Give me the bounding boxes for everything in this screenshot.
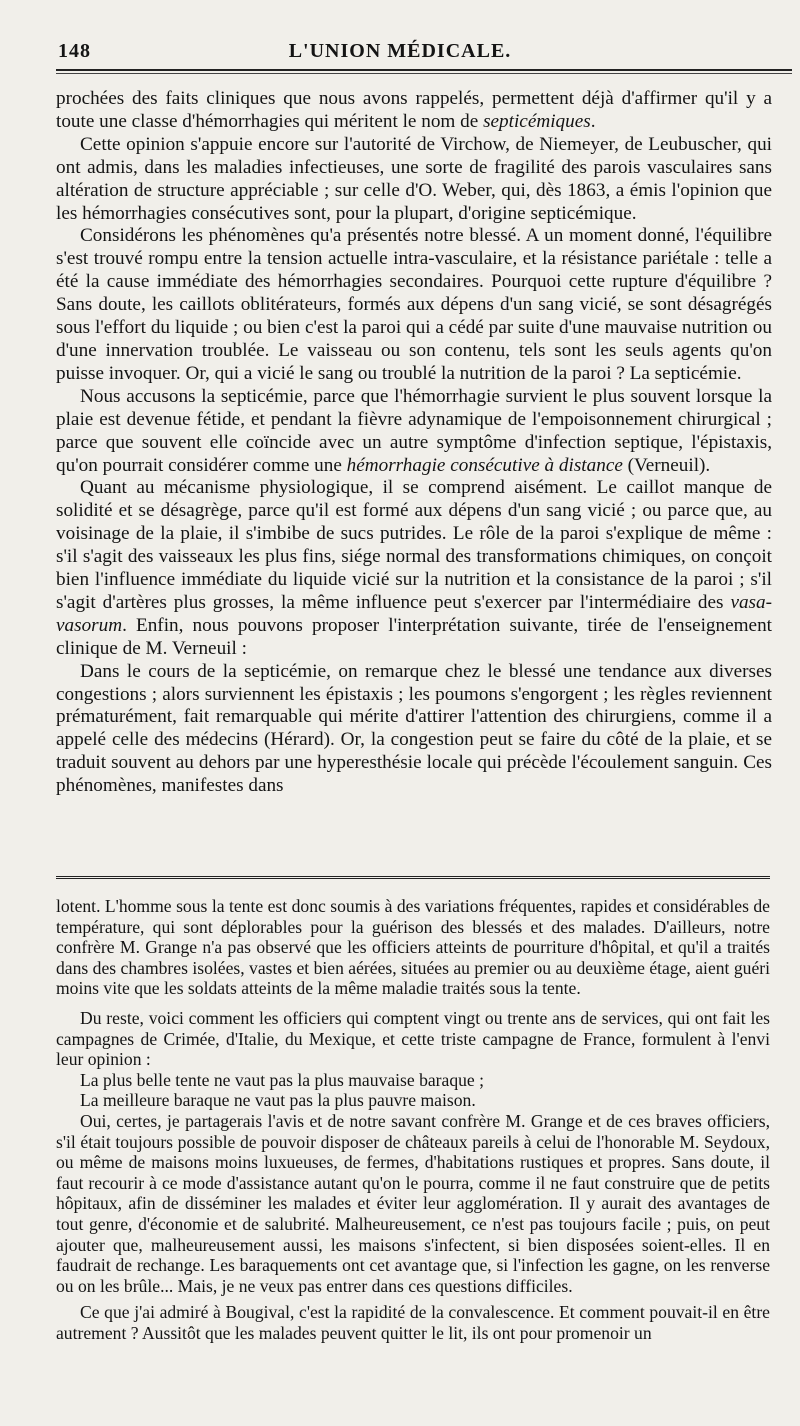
paragraph: Considérons les phénomènes qu'a présentés notre blessé. A un moment donné, l'équilibre s'est trouvé rompu entre la tension actuelle intra-vasculaire, et la résistance pariétale : telle a été la cause immédiate des hémorrhagies secondaires. Pourquoi cette rupture d'équilibre ? Sans doute, les caillots oblitérateurs, formés aux dépens d'un sang vicié, se sont désagrégés sous l'effort du liquide ; ou bien c'est la paroi qui a cédé par suite d'une mauvaise nutrition ou d'une innervation troublée. Le vaisseau ou son contenu, tels sont les seuls agents qu'on puisse invoquer. Or, qui a vicié le sang ou troublé la nutrition de la paroi ? La septicémie. — [56, 225, 772, 384]
paragraph: Cette opinion s'appuie encore sur l'autorité de Virchow, de Niemeyer, de Leubuscher, qui ont admis, dans les maladies infectieuses, une sorte de fragilité des parois vasculaires sans altération de structure appréciable ; sur celle d'O. Weber, qui, dès 1863, a émis l'opinion que les hémorrhagies consécutives sont, pour la plupart, d'origine septicémique. — [56, 133, 772, 224]
emphasis: vasa-vasorum — [56, 591, 772, 636]
emphasis: hémorrhagie consécutive à distance — [346, 454, 623, 476]
paragraph: Dans le cours de la septicémie, on remarque chez le blessé une tendance aux diverses congestions ; alors surviennent les épistaxis ; les poumons s'engorgent ; les règles reviennent prématurément, fait remarquable qui mérite d'attirer l'attention des chirurgiens, comme il a appelé celle des médecins (Hérard). Or, la congestion peut se faire du côté de la plaie, et se traduit souvent au dehors par une hyperesthésie locale qui précède l'écoulement sanguin. Ces phénomènes, manifestes dans — [56, 660, 772, 797]
paragraph: Oui, certes, je partagerais l'avis et de notre savant confrère M. Grange et de ces braves officiers, s'il était toujours possible de pouvoir disposer de châteaux pareils à celui de l'honorable M. Seydoux, ou même de maisons moins luxueuses, de fermes, d'habitations rustiques et propres. Sans doute, il faut recourir à ce mode d'assistance autant qu'on le pourra, comme il ne faut construire que de petits hôpitaux, afin de disséminer les malades et éviter leur agglomération. Il y aurait des avantages de tout genre, d'économie et de salubrité. Malheureusement, ce n'est pas toujours facile ; puis, on peut ajouter que, malheureusement aussi, les maisons s'infectent, si bien disposées soient-elles. Il en faudrait de rechange. Les baraquements ont cet avantage que, si l'infection les gagne, on les renverse ou on les brûle... Mais, je ne veux pas entrer dans ces questions difficiles. — [56, 1110, 770, 1296]
paragraph: lotent. L'homme sous la tente est donc soumis à des variations fréquentes, rapides et considérables de température, qui sont déplorables pour la guérison des blessés et des malades. D'ailleurs, notre confrère M. Grange n'a pas observé que les officiers atteints de pourriture d'hôpital, et qu'il a traités dans des chambres isolées, vastes et bien aérées, situées au premier ou au deuxième étage, aient guéri moins vite que les soldats atteints de la même maladie traités sous la tente. — [56, 896, 770, 999]
paragraph: prochées des faits cliniques que nous avons rappelés, permettent déjà d'affirmer qu'il y a toute une classe d'hémorrhagies qui méritent le nom de septicémiques. — [56, 88, 772, 132]
quote-line: La plus belle tente ne vaut pas la plus mauvaise baraque ; — [80, 1069, 485, 1090]
header-rule — [56, 69, 792, 74]
emphasis: septicémiques — [483, 110, 591, 132]
main-text — [56, 88, 772, 798]
page-number: 148 — [58, 40, 91, 62]
paragraph: Ce que j'ai admiré à Bougival, c'est la rapidité de la convalescence. Et comment pouvait-il en être autrement ? Aussitôt que les malades peuvent quitter le lit, ils ont pour promenoir un — [56, 1302, 770, 1343]
running-header — [0, 40, 800, 70]
paragraph: Du reste, voici comment les officiers qui comptent vingt ou trente ans de services, qui ont fait les campagnes de Crimée, d'Italie, du Mexique, et cette triste campagne de France, formulent à l'envi leur opinion : — [56, 1007, 770, 1070]
section-divider — [56, 876, 770, 879]
quote-line: La meilleure baraque ne vaut pas la plus pauvre maison. — [80, 1090, 476, 1111]
paragraph: Quant au mécanisme physiologique, il se comprend aisément. Le caillot manque de solidité et se désagrège, parce qu'il est formé aux dépens d'un sang vicié ; ou parce que, au voisinage de la plaie, il s'imbibe de sucs putrides. Le rôle de la paroi s'explique de même : s'il s'agit des vaisseaux les plus fins, siége normal des transformations chimiques, on conçoit bien l'influence immédiate du liquide vicié sur la nutrition et la consistance de la paroi ; s'il s'agit d'artères plus grosses, la même influence peut s'exercer par l'intermédiaire des vasa-vasorum. Enfin, nous pouvons proposer l'interprétation suivante, tirée de l'enseignement clinique de M. Verneuil : — [56, 477, 772, 659]
journal-title: L'UNION MÉDICALE. — [288, 40, 512, 62]
paragraph: Nous accusons la septicémie, parce que l'hémorrhagie survient le plus souvent lorsque la plaie est devenue fétide, et pendant la fièvre adynamique de l'empoisonnement chirurgical ; parce que souvent elle coïncide avec un autre symptôme d'infection septique, l'épistaxis, qu'on pourrait considérer comme une hémorrhagie consécutive à distance (Verneuil). — [56, 385, 772, 476]
feuilleton-text — [56, 896, 770, 1343]
